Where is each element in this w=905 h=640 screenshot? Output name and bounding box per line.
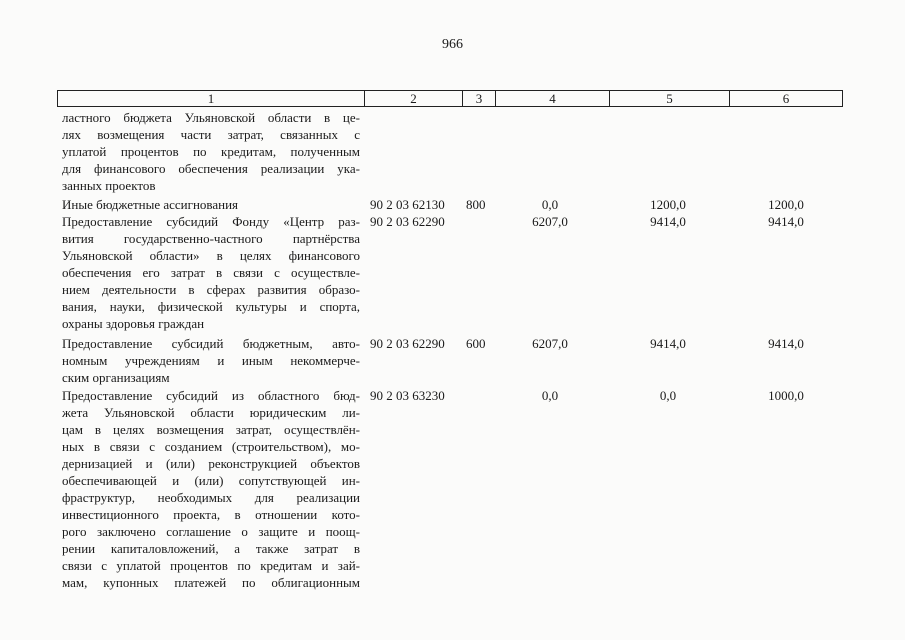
header-col-4: 4: [495, 91, 609, 106]
row-text-line: цам в целях возмещения затрат, осуществлён-: [62, 422, 360, 437]
header-col-2: 2: [364, 91, 462, 106]
row-text-line: Предоставление субсидий бюджетным, авто-: [62, 336, 360, 351]
row-value-col6: 9414,0: [768, 214, 804, 229]
row-text-line: Предоставление субсидий из областного бюд-: [62, 388, 360, 403]
row-vr: 600: [466, 336, 486, 351]
row-text-line: дернизацией и (или) реконструкцией объектов: [62, 456, 360, 471]
row-value-col5: 9414,0: [650, 214, 686, 229]
row-text-line: номным учреждениям и иным некоммерче-: [62, 353, 360, 368]
row-text-line: лях возмещения части затрат, связанных с: [62, 127, 360, 142]
row-code: 90 2 03 62130: [370, 197, 445, 212]
row-value-col6: 1000,0: [768, 388, 804, 403]
row-text-line: инвестиционного проекта, в отношении кото-: [62, 507, 360, 522]
row-value-col5: 0,0: [659, 388, 677, 403]
row-text-line: ластного бюджета Ульяновской области в це-: [62, 110, 360, 125]
table-header: [57, 90, 843, 107]
row-value-col4: 0,0: [541, 197, 559, 212]
row-text-line: Предоставление субсидий Фонду «Центр раз-: [62, 214, 360, 229]
row-text-line: рении капиталовложений, а также затрат в: [62, 541, 360, 556]
header-col-6: 6: [729, 91, 842, 106]
row-text-line: мам, купонных платежей по облигационным: [62, 575, 360, 590]
row-text-line: нием деятельности в сферах развития образо-: [62, 282, 360, 297]
row-text-line: вития государственно-частного партнёрства: [62, 231, 360, 246]
header-col-3: 3: [462, 91, 495, 106]
row-text-line: занных проектов: [62, 178, 156, 193]
row-value-col4: 0,0: [541, 388, 559, 403]
row-text-line: охраны здоровья граждан: [62, 316, 205, 331]
row-code: 90 2 03 62290: [370, 336, 445, 351]
row-value-col6: 1200,0: [768, 197, 804, 212]
row-text-line: рого заключено соглашение о защите и поощ-: [62, 524, 360, 539]
row-value-col5: 1200,0: [650, 197, 686, 212]
row-text-line: жета Ульяновской области юридическим ли-: [62, 405, 360, 420]
row-value-col4: 6207,0: [532, 336, 568, 351]
row-value-col4: 6207,0: [532, 214, 568, 229]
row-value-col6: 9414,0: [768, 336, 804, 351]
page-number: 966: [442, 37, 463, 52]
row-text-line: фраструктур, необходимых для реализации: [62, 490, 360, 505]
row-vr: 800: [466, 197, 486, 212]
row-text-line: уплатой процентов по кредитам, полученным: [62, 144, 360, 159]
row-text-line: вания, науки, физической культуры и спорта,: [62, 299, 360, 314]
row-text-line: для финансового обеспечения реализации ука-: [62, 161, 360, 176]
row-text-line: связи с уплатой процентов по кредитам и зай-: [62, 558, 360, 573]
row-text-line: Ульяновской области» в целях финансового: [62, 248, 360, 263]
header-col-5: 5: [609, 91, 729, 106]
row-text-line: ским организациям: [62, 370, 170, 385]
header-col-1: 1: [207, 91, 215, 106]
row-value-col5: 9414,0: [650, 336, 686, 351]
row-code: 90 2 03 62290: [370, 214, 445, 229]
row-text-line: обеспечения его затрат в связи с осуществле-: [62, 265, 360, 280]
row-code: 90 2 03 63230: [370, 388, 445, 403]
row-text-line: обеспечивающей и (или) сопутствующей ин-: [62, 473, 360, 488]
row-text-line: Иные бюджетные ассигнования: [62, 197, 239, 212]
row-text-line: ных в связи с созданием (строительством), мо-: [62, 439, 360, 454]
